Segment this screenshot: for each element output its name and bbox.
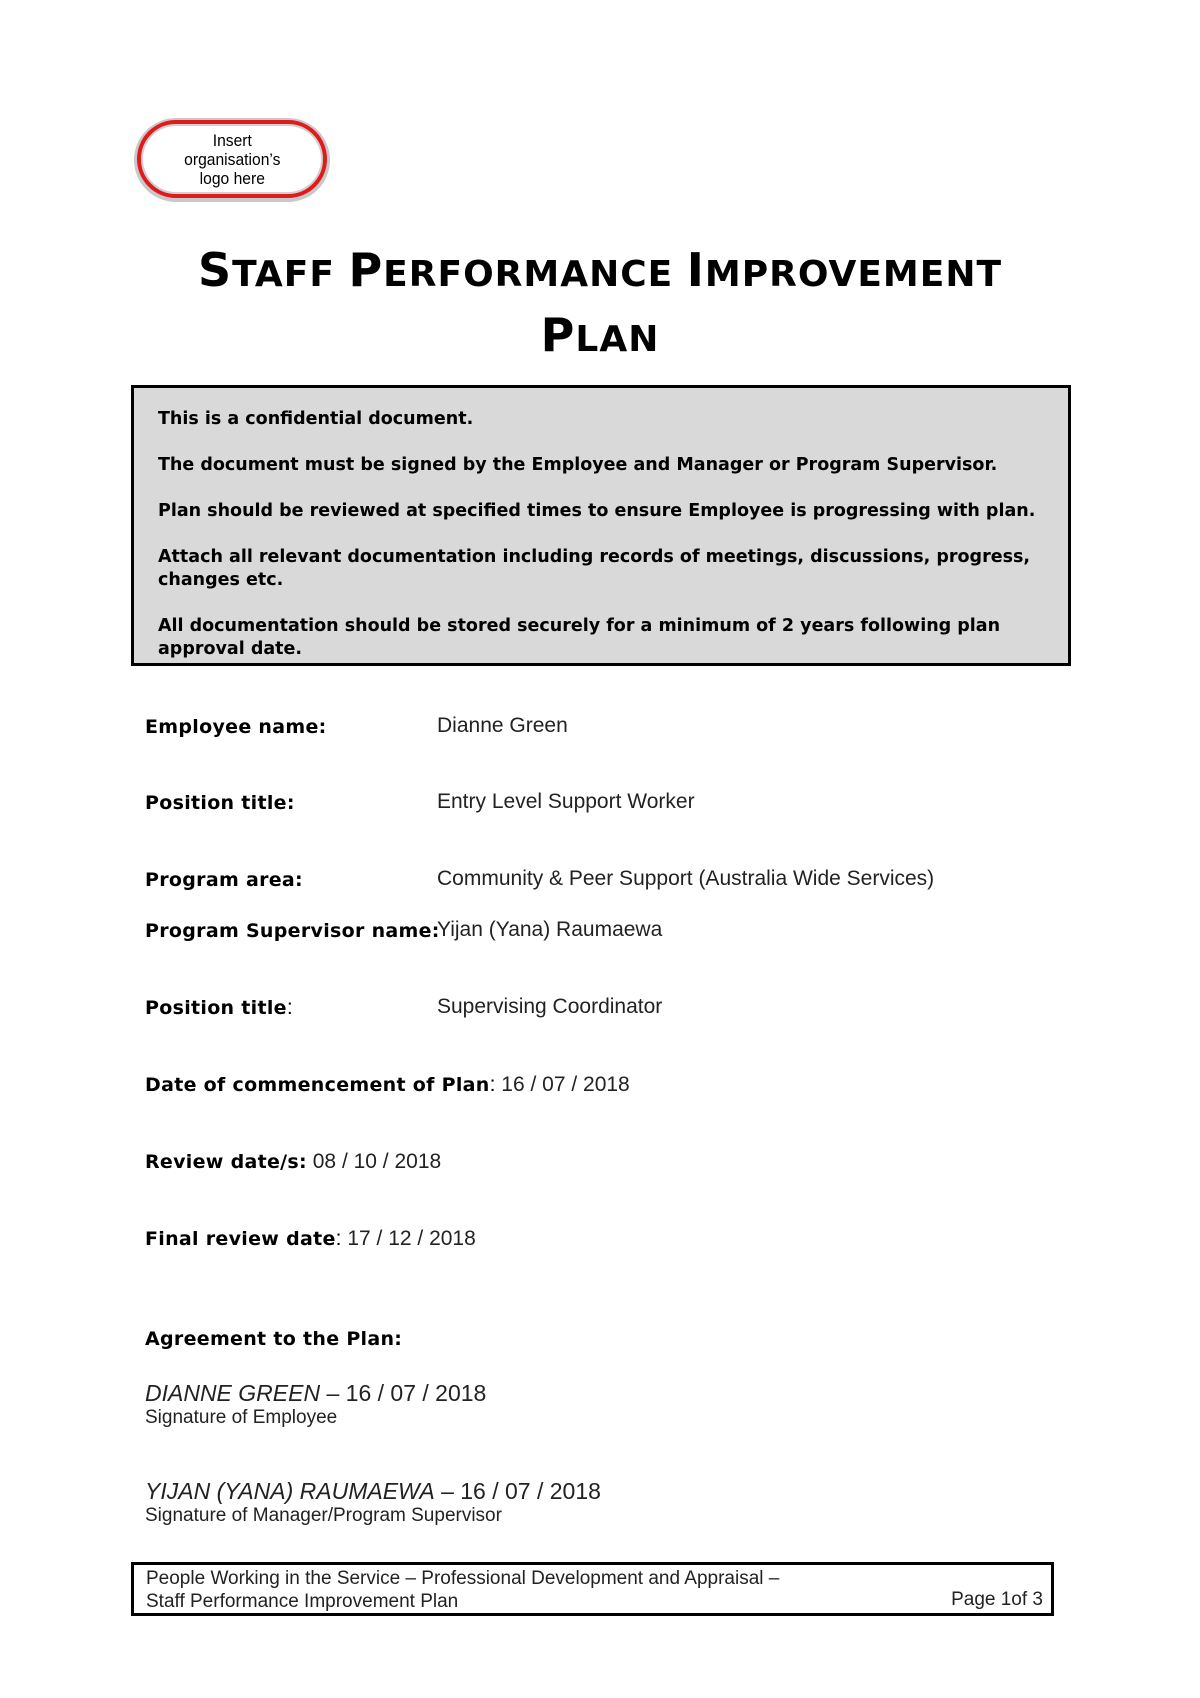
final-review-date-label: Final review date	[145, 1228, 336, 1250]
manager-signature-line	[145, 1478, 601, 1504]
manager-signature-date: – 16 / 07 / 2018	[434, 1478, 601, 1504]
supervisor-name-label: Program Supervisor name:	[145, 920, 440, 942]
final-review-date-row: Final review date: 17 / 12 / 2018	[145, 1227, 476, 1250]
notice-line: The document must be signed by the Employee and Manager or Program Supervisor.	[158, 455, 998, 475]
commencement-date-row: Date of commencement of Plan: 16 / 07 / 2018	[145, 1073, 630, 1096]
notice-line: All documentation should be stored securely for a minimum of 2 years following plan approval date.	[158, 616, 1001, 659]
page-number: Page 1of 3	[951, 1589, 1043, 1610]
position-title-label: Position title:	[145, 792, 295, 814]
program-area-label: Program area:	[145, 869, 303, 891]
review-dates-value: 08 / 10 / 2018	[312, 1150, 442, 1173]
title-line-2: PLAN	[540, 308, 660, 362]
employee-signature-name: DIANNE GREEN	[145, 1380, 321, 1406]
notice-line: This is a confidential document.	[158, 409, 474, 429]
supervisor-position-title-label: Position title	[145, 997, 287, 1019]
manager-signature-name: YIJAN (YANA) RAUMAEWA	[145, 1478, 435, 1504]
review-dates-row	[145, 1150, 441, 1174]
employee-signature-date: – 16 / 07 / 2018	[320, 1380, 487, 1406]
supervisor-name-value: Yijan (Yana) Raumaewa	[437, 918, 663, 941]
employee-name-label: Employee name:	[145, 716, 327, 738]
supervisor-position-title-value: Supervising Coordinator	[437, 995, 663, 1018]
notice-line: Attach all relevant documentation including records of meetings, discussions, progress, changes etc.	[158, 547, 1031, 590]
program-area-value: Community & Peer Support (Australia Wide Services)	[437, 867, 935, 890]
agreement-heading: Agreement to the Plan:	[145, 1328, 403, 1350]
commencement-date-value: 16 / 07 / 2018	[501, 1073, 630, 1096]
title-line-1: STAFF PERFORMANCE IMPROVEMENT	[197, 243, 1003, 297]
organisation-logo-placeholder	[137, 120, 327, 198]
logo-placeholder-text: Insert organisation’s logo here	[183, 130, 281, 188]
employee-signature-caption: Signature of Employee	[145, 1407, 338, 1428]
employee-signature-line	[145, 1380, 486, 1406]
position-title-value: Entry Level Support Worker	[437, 790, 695, 813]
confidential-notice-box	[131, 385, 1071, 666]
footer-line-1: People Working in the Service – Professional Development and Appraisal –	[146, 1568, 780, 1589]
page-title	[150, 240, 1050, 370]
review-dates-label: Review date/s:	[145, 1151, 307, 1173]
notice-line: Plan should be reviewed at specified times to ensure Employee is progressing with plan.	[158, 501, 1036, 521]
final-review-date-value: 17 / 12 / 2018	[347, 1227, 476, 1250]
commencement-date-label: Date of commencement of Plan	[145, 1074, 490, 1096]
supervisor-position-title-row: Position title:	[145, 996, 293, 1019]
employee-name-value: Dianne Green	[437, 714, 568, 737]
page-footer	[131, 1562, 1054, 1616]
manager-signature-caption: Signature of Manager/Program Supervisor	[145, 1505, 502, 1526]
footer-line-2: Staff Performance Improvement Plan	[146, 1591, 459, 1612]
